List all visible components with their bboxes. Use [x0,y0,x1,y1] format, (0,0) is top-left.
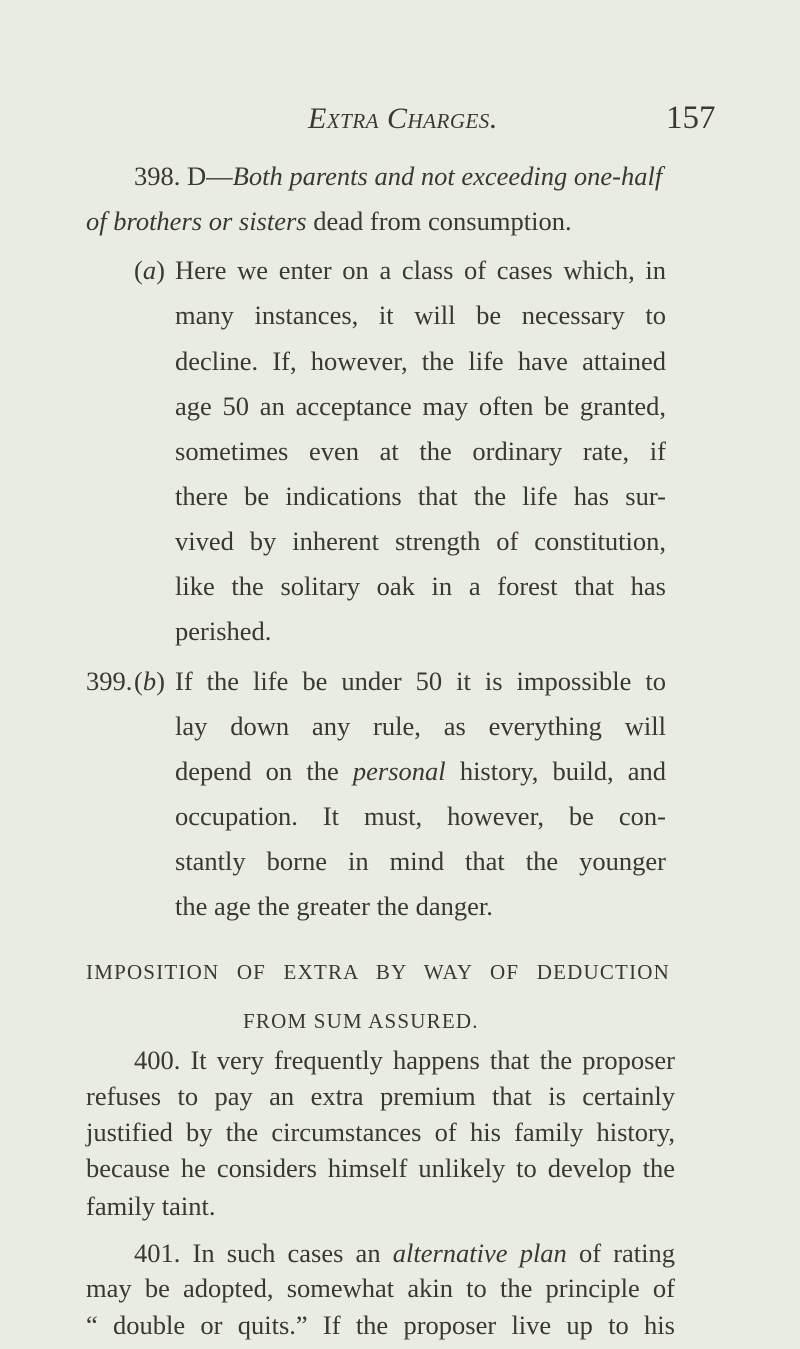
para-a-line-2: many instances, it will be necessary to [175,300,666,330]
para-399-number: 399. [86,666,133,696]
para-399-letter: b [142,666,157,696]
para-a-line-5: sometimes even at the ordinary rate, if [175,436,666,466]
para-399-line-6: the age the greater the danger. [175,891,493,921]
para-399-italic-personal: personal [352,756,446,786]
para-399-line-2: lay down any rule, as everything will [175,711,666,741]
para-399-marker: (b) [134,666,165,696]
para-398-line-1 [134,163,662,190]
para-401-italic-plan: alternative plan [392,1238,567,1268]
para-a-line-8: like the solitary oak in a forest that has [175,571,666,601]
para-398-lead: D— [187,161,233,191]
para-400-line-5: family taint. [86,1191,216,1221]
running-title: Extra Charges [308,102,490,135]
para-398-rest: dead from consumption. [313,206,572,236]
para-a-line-4: age 50 an acceptance may often be granted, [175,391,666,421]
para-a-marker: (a) [134,255,165,285]
para-400-line-1: 400. It very frequently happens that the proposer [134,1045,675,1075]
para-400-line-2: refuses to pay an extra premium that is certainly [86,1081,675,1111]
para-a-line-3: decline. If, however, the life have attained [175,346,666,376]
para-398-italic-heading: Both parents and not exceeding one-half [232,161,663,191]
para-399-line-5: stantly borne in mind that the younger [175,846,666,876]
section-heading-line-1: IMPOSITION OF EXTRA BY WAY OF DEDUCTION [86,960,670,984]
para-400-line-3: justified by the circumstances of his family history, [86,1117,675,1147]
para-a-line-7: vived by inherent strength of constitution, [175,526,666,556]
para-398-number: 398. [134,161,181,191]
para-a-line-1: Here we enter on a class of cases which, in [175,255,666,285]
para-398-italic-heading-cont: of brothers or sisters [86,206,307,236]
para-a-line-6: there be indications that the life has sur- [175,481,666,511]
para-a-line-9: perished. [175,616,272,646]
running-header [308,102,498,136]
para-401-line-3: “ double or quits.” If the proposer live up to his [86,1310,675,1340]
page-number: 157 [666,100,716,136]
para-399-line-1: If the life be under 50 it is impossible to [175,666,666,696]
section-heading-line-2: FROM SUM ASSURED. [243,1009,479,1033]
para-399-line-4: occupation. It must, however, be con- [175,801,666,831]
running-title-period: . [489,102,498,135]
para-a-letter: a [142,255,157,285]
para-401-line-1: 401. In such cases an alternative plan of rating [134,1238,676,1268]
para-400-line-4: because he considers himself unlikely to develop the [86,1153,675,1183]
para-398-line-2 [86,208,572,235]
para-401-line-2: may be adopted, somewhat akin to the principle of [86,1273,675,1303]
para-399-line-3: depend on the personal history, build, and [175,756,667,786]
